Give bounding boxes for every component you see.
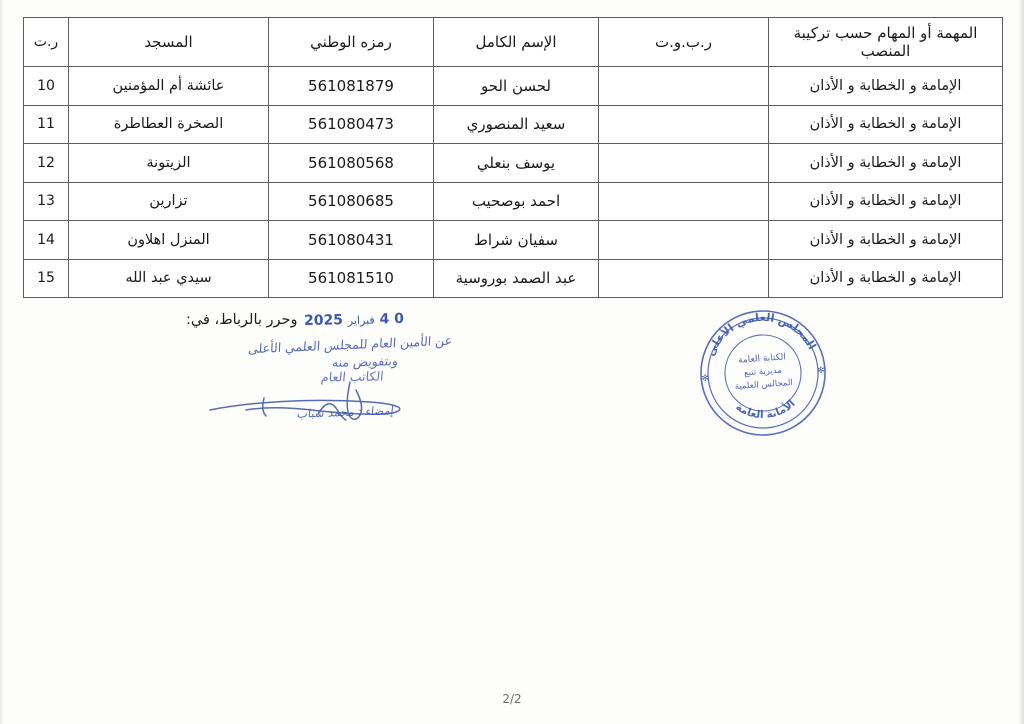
cell-name: لحسن الحو: [434, 67, 599, 106]
cell-order-number: 14: [24, 221, 69, 260]
svg-text:المجلس العلمي الأعلى: [701, 307, 819, 359]
date-stamp: [303, 311, 403, 329]
cell-rbwt: [599, 67, 769, 106]
cell-order-number: 15: [24, 259, 69, 298]
cell-masjid: عائشة أم المؤمنين: [69, 67, 269, 106]
cell-masjid: الزيتونة: [69, 144, 269, 183]
roster-table: [23, 17, 1003, 298]
scan-edge-right: [1019, 0, 1024, 724]
cell-rbwt: [599, 144, 769, 183]
cell-order-number: 13: [24, 182, 69, 221]
signer-name: إمضاء : محمد شباب: [296, 403, 395, 421]
column-header-rbwt: ر.ب.و.ت: [599, 18, 769, 67]
seal-star-left-icon: ✻: [701, 373, 710, 385]
scan-edge-left: [0, 0, 3, 724]
date-stamp-year: 2025: [303, 312, 343, 330]
cell-rbwt: [599, 182, 769, 221]
cell-masjid: المنزل اهلاون: [69, 221, 269, 260]
cell-rbwt: [599, 259, 769, 298]
column-header-masjid: المسجد: [69, 18, 269, 67]
column-header-code: رمزه الوطني: [269, 18, 434, 67]
cell-national-code: 561081879: [269, 67, 434, 106]
table-body: [24, 67, 1003, 298]
cell-national-code: 561081510: [269, 259, 434, 298]
cell-name: يوسف بنعلي: [434, 144, 599, 183]
cell-national-code: 561080685: [269, 182, 434, 221]
table-row: [24, 67, 1003, 106]
column-header-mission: المهمة أو المهام حسب تركيبة المنصب: [769, 18, 1003, 67]
svg-text:الأمانة العامة: [733, 397, 799, 423]
cell-mission: الإمامة و الخطابة و الأذان: [769, 259, 1003, 298]
cell-order-number: 11: [24, 105, 69, 144]
cell-name: احمد بوصحيب: [434, 182, 599, 221]
table-row: [24, 221, 1003, 260]
seal-inner-line-1: الكتابة العامة: [737, 352, 787, 366]
cell-mission: الإمامة و الخطابة و الأذان: [769, 144, 1003, 183]
place-label: وحرر بالرباط، في:: [186, 312, 298, 328]
table-header-row: [24, 18, 1003, 67]
cell-masjid: الصخرة العطاطرة: [69, 105, 269, 144]
authority-line-3: الكاتب العام: [320, 368, 385, 385]
authority-line-1: عن الأمين العام للمجلس العلمي الأعلى: [247, 332, 453, 357]
cell-mission: الإمامة و الخطابة و الأذان: [769, 105, 1003, 144]
column-header-name: الإسم الكامل: [434, 18, 599, 67]
cell-order-number: 12: [24, 144, 69, 183]
cell-national-code: 561080431: [269, 221, 434, 260]
date-stamp-day: 0 4: [378, 310, 404, 328]
cell-mission: الإمامة و الخطابة و الأذان: [769, 67, 1003, 106]
seal-inner-line-2: مديرية تتبع: [743, 365, 783, 379]
place-and-date-line: [186, 312, 446, 328]
seal-inner-line-3: المجالس العلمية: [734, 377, 794, 392]
cell-masjid: سيدي عبد الله: [69, 259, 269, 298]
cell-name: سعيد المنصوري: [434, 105, 599, 144]
table-row: [24, 259, 1003, 298]
cell-masjid: تزارين: [69, 182, 269, 221]
table-row: [24, 182, 1003, 221]
cell-rbwt: [599, 105, 769, 144]
cell-national-code: 561080568: [269, 144, 434, 183]
seal-star-right-icon: ✻: [816, 365, 826, 377]
table-header: [24, 18, 1003, 67]
signature-block: [186, 310, 453, 421]
cell-rbwt: [599, 221, 769, 260]
cell-mission: الإمامة و الخطابة و الأذان: [769, 221, 1003, 260]
table-row: [24, 105, 1003, 144]
cell-name: عبد الصمد بوروسية: [434, 259, 599, 298]
cell-mission: الإمامة و الخطابة و الأذان: [769, 182, 1003, 221]
cell-national-code: 561080473: [269, 105, 434, 144]
official-seal: [688, 298, 837, 447]
authority-line-2: وبتفويض منه: [331, 353, 399, 370]
table-row: [24, 144, 1003, 183]
column-header-rt: ر.ت: [24, 18, 69, 67]
cell-name: سفيان شراط: [434, 221, 599, 260]
page-number: 2/2: [502, 692, 522, 706]
cell-order-number: 10: [24, 67, 69, 106]
date-stamp-month: فبراير: [347, 313, 375, 328]
seal-outer-top: المجلس العلمي الأعلى: [704, 310, 819, 359]
seal-outer-bottom: الأمانة العامة: [733, 397, 798, 422]
roster-table-container: [24, 17, 1003, 298]
